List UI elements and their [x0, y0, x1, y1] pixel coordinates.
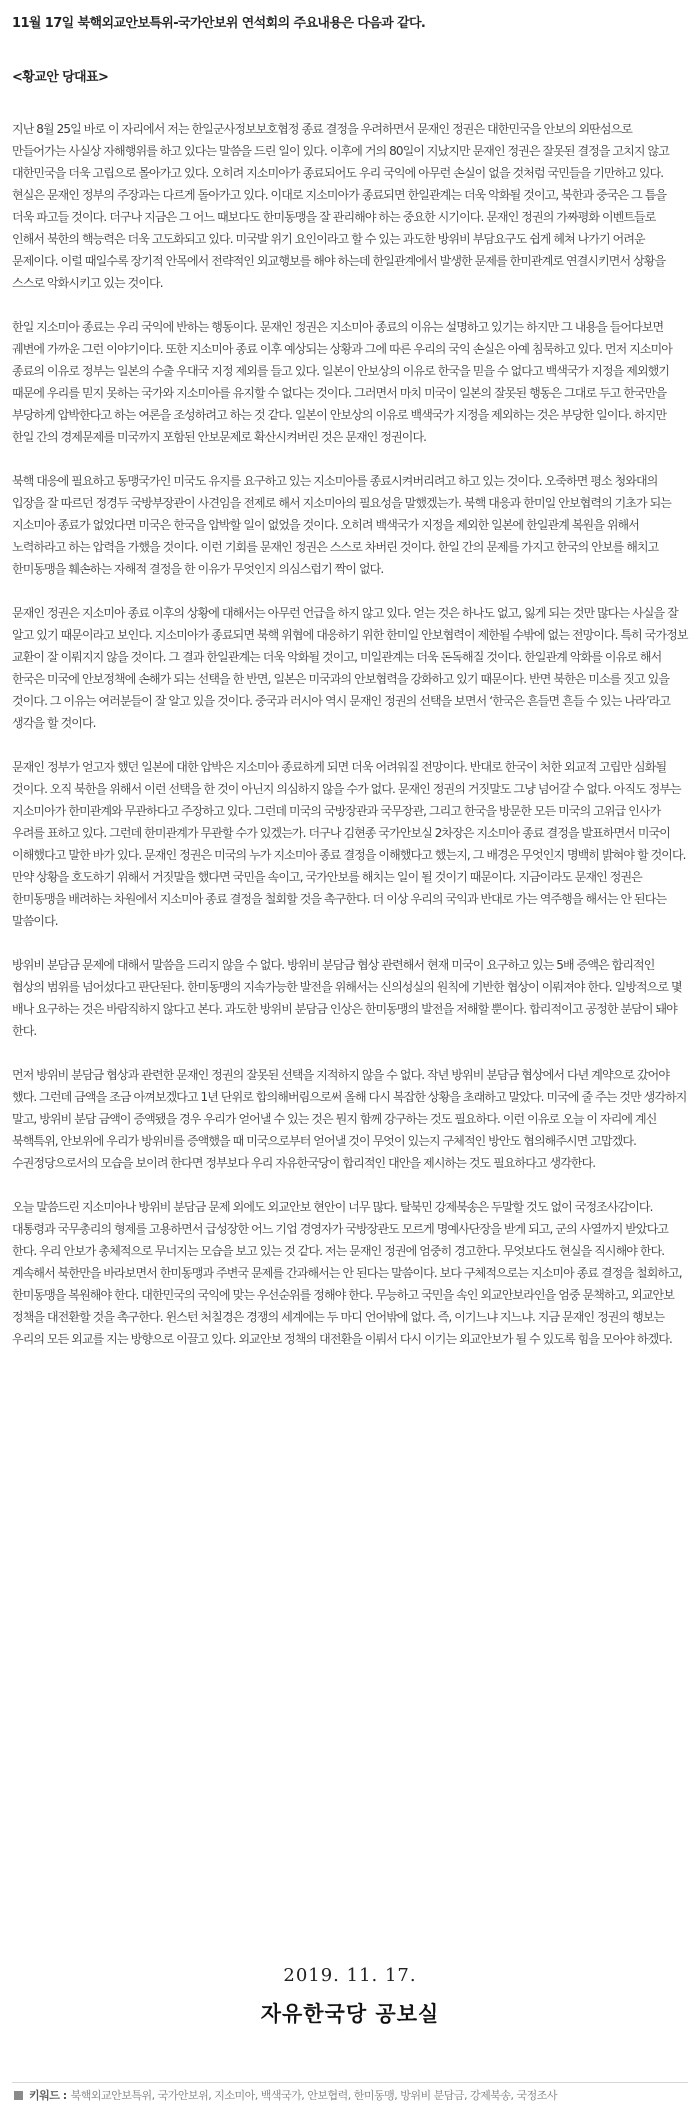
issuing-office: 자유한국당 공보실: [260, 2002, 440, 2026]
paragraph: 오늘 말씀드린 지소미아나 방위비 분담금 문제 외에도 외교안보 현안이 너무 많다. 탈북민 강제북송은 두말할 것도 없이 국정조사감이다. 대통령과 국무총리의 형제를 고용하면서 급성장한 어느 기업 경영자가 국방장관도 모르게 명예사단장을 받게 되고, 군의 사열까지 받았다고 한다. 우리 안보가 총체적으로 무너지는 모습을 보고 있는 것 같다. 저는 문재인 정권에 엄중히 경고한다. 무엇보다도 현실을 직시해야 한다. 계속해서 북한만을 바라보면서 한미동맹과 주변국 문제를 간과해서는 안 된다는 말씀이다. 보다 구체적으로는 지소미아 종료 결정을 철회하고, 한미동맹을 복원해야 한다. 대한민국의 국익에 맞는 우선순위를 정해야 한다. 무능하고 국민을 속인 외교안보라인을 엄중 문책하고, 외교안보 정책을 대전환할 것을 촉구한다. 윈스턴 처칠경은 경쟁의 세계에는 두 마디 언어밖에 없다. 즉, 이기느냐 지느냐. 지금 문재인 정권의 행보는 우리의 모든 외교를 지는 방향으로 이끌고 있다. 외교안보 정책의 대전환을 이뤄서 다시 이기는 외교안보가 될 수 있도록 힘을 모아야 하겠다.: [12, 1200, 682, 1346]
release-date: 2019. 11. 17.: [283, 1965, 417, 1986]
keyword-label: 키워드 :: [29, 2089, 67, 2102]
body-text: [12, 118, 688, 1372]
square-bullet-icon: [14, 2091, 23, 2100]
paragraph: 지난 8월 25일 바로 이 자리에서 저는 한일군사정보보호협정 종료 결정을 우려하면서 문재인 정권은 대한민국을 안보의 외딴섬으로 만들어가는 사실상 자해행위를 하고 있다는 말씀을 드린 일이 있다. 이후에 거의 80일이 지났지만 문재인 정권은 잘못된 결정을 고치지 않고 대한민국을 더욱 고립으로 몰아가고 있다. 오히려 지소미아가 종료되어도 우리 국익에 아무런 손실이 없을 것처럼 국민들을 기만하고 있다. 현실은 문재인 정부의 주장과는 다르게 돌아가고 있다. 이대로 지소미아가 종료되면 한일관계는 더욱 악화될 것이고, 북한과 중국은 그 틈을 더욱 파고들 것이다. 더구나 지금은 그 어느 때보다도 한미동맹을 잘 관리해야 하는 중요한 시기이다. 문재인 정권의 가짜평화 이벤트들로 인해서 북한의 핵능력은 더욱 고도화되고 있다. 미국발 위기 요인이라고 할 수 있는 과도한 방위비 부담요구도 쉽게 헤쳐 나가기 어려운 문제이다. 이럴 때일수록 장기적 안목에서 전략적인 외교행보를 해야 하는데 한일관계에서 발생한 문제를 한미관계로 연결시키면서 상황을 스스로 악화시키고 있는 것이다.: [12, 122, 669, 290]
paragraph: 문재인 정부가 얻고자 했던 일본에 대한 압박은 지소미아 종료하게 되면 더욱 어려워질 전망이다. 반대로 한국이 처한 외교적 고립만 심화될 것이다. 오직 북한을 위해서 이런 선택을 한 것이 아닌지 의심하지 않을 수가 없다. 문재인 정권의 거짓말도 그냥 넘어갈 수 없다. 아직도 정부는 지소미아가 한미관계와 무관하다고 주장하고 있다. 그런데 미국의 국방장관과 국무장관, 그리고 한국을 방문한 모든 미국의 고위급 인사가 우려를 표하고 있다. 그런데 한미관계가 무관할 수가 있겠는가. 더구나 김현종 국가안보실 2차장은 지소미아 종료 결정을 발표하면서 미국이 이해했다고 말한 바가 있다. 문재인 정권은 미국의 누가 지소미아 종료 결정을 이해했다고 했는지, 그 배경은 무엇인지 명백히 밝혀야 할 것이다. 만약 상황을 호도하기 위해서 거짓말을 했다면 국민을 속이고, 국가안보를 해치는 일이 될 것이기 때문이다. 지금이라도 문재인 정권은 한미동맹을 배려하는 차원에서 지소미아 종료 결정을 철회할 것을 촉구한다. 더 이상 우리의 국익과 반대로 가는 역주행을 해서는 안 된다는 말씀이다.: [12, 760, 686, 928]
paragraph: 북핵 대응에 필요하고 동맹국가인 미국도 유지를 요구하고 있는 지소미아를 종료시켜버리려고 하고 있는 것이다. 오죽하면 평소 청와대의 입장을 잘 따르던 정경두 국방부장관이 사견임을 전제로 해서 지소미아의 필요성을 말했겠는가. 북핵 대응과 한미일 안보협력의 기초가 되는 지소미아 종료가 없었다면 미국은 한국을 압박할 일이 없었을 것이다. 오히려 백색국가 지정을 제외한 일본에 한일관계 복원을 위해서 노력하라고 하는 압력을 가했을 것이다. 이런 기회를 문재인 정권은 스스로 차버린 것이다. 한일 간의 문제를 가지고 한국의 안보를 해치고 한미동맹을 훼손하는 자해적 결정을 한 이유가 무엇인지 의심스럽기 짝이 없다.: [12, 474, 671, 576]
keyword-bar: [12, 2082, 688, 2109]
paragraph: 방위비 분담금 문제에 대해서 말씀을 드리지 않을 수 없다. 방위비 분담금 협상 관련해서 현재 미국이 요구하고 있는 5배 증액은 합리적인 협상의 범위를 넘어섰다고 판단된다. 한미동맹의 지속가능한 발전을 위해서는 신의성실의 원칙에 기반한 협상이 이뤄져야 한다. 일방적으로 몇 배나 요구하는 것은 바람직하지 않다고 본다. 과도한 방위비 분담금 인상은 한미동맹의 발전을 저해할 뿐이다. 합리적이고 공정한 분담이 돼야 한다.: [12, 958, 682, 1038]
speaker-heading: <황교안 당대표>: [12, 70, 109, 85]
signature-block: [0, 1965, 700, 2028]
paragraph: 문재인 정권은 지소미아 종료 이후의 상황에 대해서는 아무런 언급을 하지 않고 있다. 얻는 것은 하나도 없고, 잃게 되는 것만 많다는 사실을 잘 알고 있기 때문이라고 보인다. 지소미아가 종료되면 북핵 위협에 대응하기 위한 한미일 안보협력이 제한될 수밖에 없는 전망이다. 특히 국가정보 교환이 잘 이뤄지지 않을 것이다. 그 결과 한일관계는 더욱 악화될 것이고, 미일관계는 더욱 돈독해질 것이다. 한일관계 악화를 이유로 해서 한국은 미국에 안보정책에 손해가 되는 선택을 한 반면, 일본은 미국과의 안보협력을 강화하고 있기 때문이다. 반면 북한은 미소를 짓고 있을 것이다. 그 이유는 여러분들이 잘 알고 있을 것이다. 중국과 러시아 역시 문재인 정권의 선택을 보면서 ‘한국은 흔들면 흔들 수 있는 나라’라고 생각을 할 것이다.: [12, 606, 688, 730]
paragraph: 한일 지소미아 종료는 우리 국익에 반하는 행동이다. 문재인 정권은 지소미아 종료의 이유는 설명하고 있기는 하지만 그 내용을 들어다보면 궤변에 가까운 그런 이야기이다. 또한 지소미아 종료 이후 예상되는 상황과 그에 따른 우리의 국익 손실은 아예 침묵하고 있다. 먼저 지소미아 종료의 이유로 정부는 일본의 수출 우대국 지정 제외를 들고 있다. 일본이 안보상의 이유로 한국을 믿을 수 없다고 백색국가 지정을 제외했기 때문에 우리를 믿지 못하는 국가와 지소미아를 유지할 수 없다는 것이다. 그러면서 마치 미국이 일본의 잘못된 행동은 그대로 두고 한국만을 부당하게 압박한다고 하는 여론을 조성하려고 하는 것 같다. 일본이 안보상의 이유로 백색국가 지정을 제외하는 것은 부당한 일이다. 하지만 한일 간의 경제문제를 미국까지 포함된 안보문제로 확산시켜버린 것은 문재인 정권이다.: [12, 320, 672, 444]
keyword-list[interactable]: 북핵외교안보특위, 국가안보위, 지소미아, 백색국가, 안보협력, 한미동맹, 방위비 분담금, 강제북송, 국정조사: [70, 2089, 557, 2102]
intro-line: 11월 17일 북핵외교안보특위-국가안보위 연석회의 주요내용은 다음과 같다.: [12, 16, 426, 31]
paragraph: 먼저 방위비 분담금 협상과 관련한 문재인 정권의 잘못된 선택을 지적하지 않을 수 없다. 작년 방위비 분담금 협상에서 다년 계약으로 갔어야 했다. 그런데 금액을 조금 아껴보겠다고 1년 단위로 합의해버림으로써 올해 다시 복잡한 상황을 초래하고 말았다. 미국에 줄 주는 것만 생각하지 말고, 방위비 분담 금액이 증액됐을 경우 우리가 얻어낼 수 있는 것은 뭔지 함께 강구하는 것도 필요하다. 이런 이유로 오늘 이 자리에 계신 북핵특위, 안보위에 우리가 방위비를 증액했을 때 미국으로부터 얻어낼 것이 무엇이 있는지 구체적인 방안도 협의해주시면 고맙겠다. 수권정당으로서의 모습을 보이려 한다면 정부보다 우리 자유한국당이 합리적인 대안을 제시하는 것도 필요하다고 생각한다.: [12, 1068, 687, 1170]
